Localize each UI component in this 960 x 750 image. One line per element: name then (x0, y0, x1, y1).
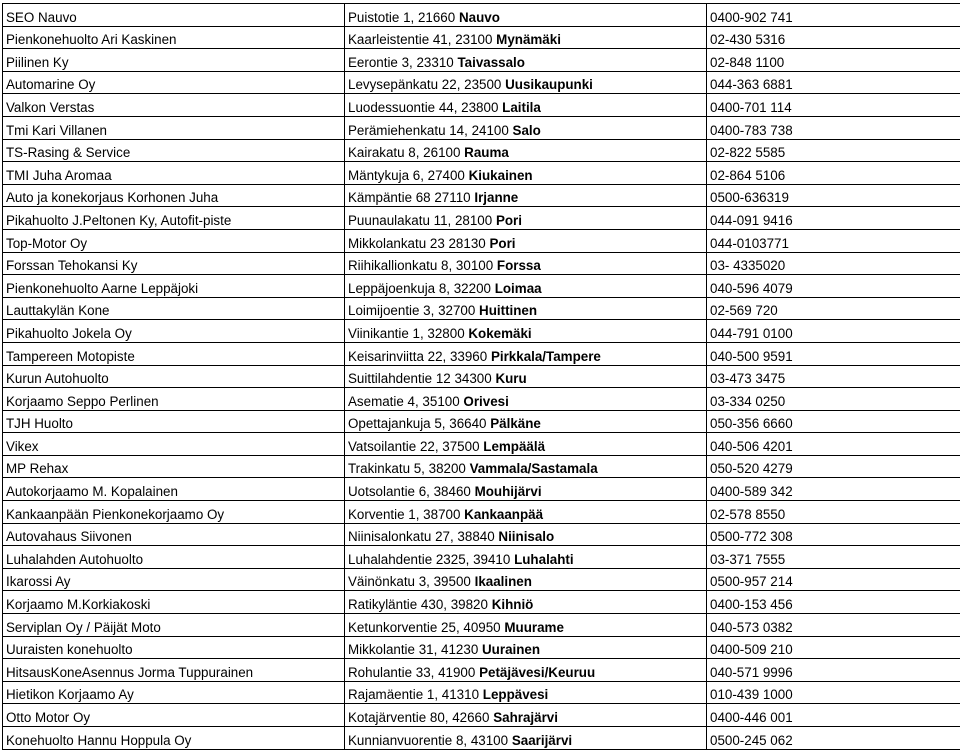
address-cell (345, 252, 707, 275)
phone-cell: 0400-509 210 (707, 636, 960, 659)
table-row (3, 275, 960, 298)
table-row (3, 727, 960, 750)
table-row (3, 229, 960, 252)
street-address: Loimijoentie 3, 32700 (348, 303, 475, 318)
phone-cell: 0400-701 114 (707, 94, 960, 117)
street-address: Kaarleistentie 41, 23100 (348, 32, 492, 47)
city-name: Loimaa (495, 281, 542, 296)
city-name: Kokemäki (468, 326, 531, 341)
street-address: Riihikallionkatu 8, 30100 (348, 258, 493, 273)
street-address: Kämpäntie 68 27110 (348, 190, 471, 205)
company-name-cell: Automarine Oy (3, 71, 345, 94)
address-cell (345, 659, 707, 682)
address-cell (345, 636, 707, 659)
city-name: Salo (513, 123, 541, 138)
company-name-cell: MP Rehax (3, 455, 345, 478)
company-name-cell: Pikahuolto J.Peltonen Ky, Autofit-piste (3, 207, 345, 230)
city-name: Petäjävesi/Keuruu (479, 665, 595, 680)
table-row (3, 207, 960, 230)
table-row (3, 704, 960, 727)
phone-cell: 0500-957 214 (707, 568, 960, 591)
street-address: Kunnianvuorentie 8, 43100 (348, 733, 508, 748)
city-name: Leppävesi (483, 687, 549, 702)
company-name-cell: SEO Nauvo (3, 4, 345, 27)
phone-cell: 02-864 5106 (707, 162, 960, 185)
street-address: Rohulantie 33, 41900 (348, 665, 475, 680)
city-name: Pirkkala/Tampere (491, 349, 601, 364)
table-row (3, 591, 960, 614)
company-name-cell: Autokorjaamo M. Kopalainen (3, 478, 345, 501)
table-row (3, 320, 960, 343)
address-cell (345, 26, 707, 49)
city-name: Uurainen (482, 642, 540, 657)
company-name-cell: Top-Motor Oy (3, 229, 345, 252)
phone-cell: 0400-589 342 (707, 478, 960, 501)
phone-cell: 03-371 7555 (707, 546, 960, 569)
street-address: Ketunkorventie 25, 40950 (348, 620, 501, 635)
company-name-cell: Kurun Autohuolto (3, 365, 345, 388)
phone-cell: 0400-153 456 (707, 591, 960, 614)
address-cell (345, 704, 707, 727)
table-row (3, 659, 960, 682)
address-cell (345, 139, 707, 162)
street-address: Rajamäentie 1, 41310 (348, 687, 479, 702)
address-cell (345, 4, 707, 27)
table-row (3, 614, 960, 637)
dealer-table-body (3, 4, 960, 750)
company-name-cell: Kankaanpään Pienkonekorjaamo Oy (3, 501, 345, 524)
company-name-cell: Pienkonehuolto Aarne Leppäjoki (3, 275, 345, 298)
address-cell (345, 478, 707, 501)
city-name: Uusikaupunki (505, 77, 593, 92)
company-name-cell: Serviplan Oy / Päijät Moto (3, 614, 345, 637)
street-address: Mäntykuja 6, 27400 (348, 168, 465, 183)
table-row (3, 4, 960, 27)
phone-cell: 02-578 8550 (707, 501, 960, 524)
street-address: Ratikyläntie 430, 39820 (348, 597, 488, 612)
street-address: Niinisalonkatu 27, 38840 (348, 529, 495, 544)
table-row (3, 681, 960, 704)
table-row (3, 568, 960, 591)
street-address: Kairakatu 8, 26100 (348, 145, 460, 160)
address-cell (345, 591, 707, 614)
address-cell (345, 681, 707, 704)
city-name: Forssa (497, 258, 541, 273)
city-name: Luhalahti (514, 552, 574, 567)
table-row (3, 433, 960, 456)
table-row (3, 636, 960, 659)
address-cell (345, 614, 707, 637)
table-row (3, 252, 960, 275)
city-name: Nauvo (459, 10, 500, 25)
street-address: Uotsolantie 6, 38460 (348, 484, 471, 499)
city-name: Mynämäki (496, 32, 561, 47)
address-cell (345, 207, 707, 230)
city-name: Lempäälä (483, 439, 545, 454)
street-address: Opettajankuja 5, 36640 (348, 416, 486, 431)
city-name: Vammala/Sastamala (470, 461, 598, 476)
street-address: Vatsoilantie 22, 37500 (348, 439, 480, 454)
address-cell (345, 229, 707, 252)
city-name: Mouhijärvi (475, 484, 542, 499)
company-name-cell: Tampereen Motopiste (3, 342, 345, 365)
address-cell (345, 297, 707, 320)
table-row (3, 546, 960, 569)
phone-cell: 044-363 6881 (707, 71, 960, 94)
phone-cell: 0400-902 741 (707, 4, 960, 27)
phone-cell: 0500-772 308 (707, 523, 960, 546)
company-name-cell: Otto Motor Oy (3, 704, 345, 727)
company-name-cell: Uuraisten konehuolto (3, 636, 345, 659)
city-name: Kihniö (492, 597, 534, 612)
address-cell (345, 455, 707, 478)
address-cell (345, 342, 707, 365)
street-address: Trakinkatu 5, 38200 (348, 461, 466, 476)
phone-cell: 040-573 0382 (707, 614, 960, 637)
city-name: Kuru (495, 371, 526, 386)
company-name-cell: Lauttakylän Kone (3, 297, 345, 320)
company-name-cell: Korjaamo M.Korkiakoski (3, 591, 345, 614)
phone-cell: 02-848 1100 (707, 49, 960, 72)
phone-cell: 010-439 1000 (707, 681, 960, 704)
address-cell (345, 275, 707, 298)
street-address: Levysepänkatu 22, 23500 (348, 77, 501, 92)
table-row (3, 365, 960, 388)
phone-cell: 03- 4335020 (707, 252, 960, 275)
city-name: Muurame (504, 620, 564, 635)
address-cell (345, 49, 707, 72)
table-row (3, 49, 960, 72)
phone-cell: 02-569 720 (707, 297, 960, 320)
table-row (3, 162, 960, 185)
street-address: Eerontie 3, 23310 (348, 55, 454, 70)
table-row (3, 478, 960, 501)
city-name: Saarijärvi (512, 733, 572, 748)
address-cell (345, 433, 707, 456)
table-row (3, 94, 960, 117)
company-name-cell: Piilinen Ky (3, 49, 345, 72)
phone-cell: 03-334 0250 (707, 388, 960, 411)
street-address: Asematie 4, 35100 (348, 394, 460, 409)
street-address: Perämiehenkatu 14, 24100 (348, 123, 509, 138)
city-name: Kiukainen (469, 168, 533, 183)
street-address: Mikkolankatu 23 28130 (348, 236, 486, 251)
company-name-cell: Luhalahden Autohuolto (3, 546, 345, 569)
phone-cell: 040-506 4201 (707, 433, 960, 456)
company-name-cell: Vikex (3, 433, 345, 456)
city-name: Ikaalinen (475, 574, 532, 589)
address-cell (345, 523, 707, 546)
address-cell (345, 388, 707, 411)
phone-cell: 040-571 9996 (707, 659, 960, 682)
address-cell (345, 501, 707, 524)
street-address: Luhalahdentie 2325, 39410 (348, 552, 510, 567)
company-name-cell: Pikahuolto Jokela Oy (3, 320, 345, 343)
city-name: Orivesi (463, 394, 508, 409)
table-row (3, 71, 960, 94)
city-name: Taivassalo (457, 55, 525, 70)
table-row (3, 388, 960, 411)
phone-cell: 050-520 4279 (707, 455, 960, 478)
company-name-cell: Valkon Verstas (3, 94, 345, 117)
address-cell (345, 320, 707, 343)
company-name-cell: Autovahaus Siivonen (3, 523, 345, 546)
street-address: Luodessuontie 44, 23800 (348, 100, 498, 115)
table-row (3, 342, 960, 365)
phone-cell: 02-822 5585 (707, 139, 960, 162)
address-cell (345, 94, 707, 117)
street-address: Suittilahdentie 12 34300 (348, 371, 492, 386)
company-name-cell: TMI Juha Aromaa (3, 162, 345, 185)
company-name-cell: Hietikon Korjaamo Ay (3, 681, 345, 704)
street-address: Puunaulakatu 11, 28100 (348, 213, 492, 228)
table-row (3, 139, 960, 162)
phone-cell: 044-791 0100 (707, 320, 960, 343)
table-row (3, 184, 960, 207)
company-name-cell: Tmi Kari Villanen (3, 116, 345, 139)
phone-cell: 040-596 4079 (707, 275, 960, 298)
address-cell (345, 410, 707, 433)
table-row (3, 501, 960, 524)
table-row (3, 455, 960, 478)
city-name: Kankaanpää (464, 507, 543, 522)
street-address: Mikkolantie 31, 41230 (348, 642, 478, 657)
city-name: Pälkäne (490, 416, 541, 431)
table-row (3, 297, 960, 320)
address-cell (345, 568, 707, 591)
table-row (3, 523, 960, 546)
phone-cell: 044-091 9416 (707, 207, 960, 230)
phone-cell: 0400-446 001 (707, 704, 960, 727)
city-name: Laitila (502, 100, 541, 115)
phone-cell: 03-473 3475 (707, 365, 960, 388)
street-address: Puistotie 1, 21660 (348, 10, 455, 25)
address-cell (345, 162, 707, 185)
street-address: Viinikantie 1, 32800 (348, 326, 465, 341)
phone-cell: 040-500 9591 (707, 342, 960, 365)
address-cell (345, 71, 707, 94)
city-name: Niinisalo (498, 529, 554, 544)
street-address: Keisarinviitta 22, 33960 (348, 349, 487, 364)
address-cell (345, 184, 707, 207)
street-address: Väinönkatu 3, 39500 (348, 574, 471, 589)
company-name-cell: TS-Rasing & Service (3, 139, 345, 162)
street-address: Kotajärventie 80, 42660 (348, 710, 489, 725)
company-name-cell: Pienkonehuolto Ari Kaskinen (3, 26, 345, 49)
city-name: Pori (496, 213, 522, 228)
phone-cell: 050-356 6660 (707, 410, 960, 433)
company-name-cell: Konehuolto Hannu Hoppula Oy (3, 727, 345, 750)
table-row (3, 26, 960, 49)
company-name-cell: HitsausKoneAsennus Jorma Tuppurainen (3, 659, 345, 682)
phone-cell: 0500-245 062 (707, 727, 960, 750)
city-name: Rauma (464, 145, 509, 160)
company-name-cell: Korjaamo Seppo Perlinen (3, 388, 345, 411)
table-row (3, 410, 960, 433)
address-cell (345, 116, 707, 139)
street-address: Leppäjoenkuja 8, 32200 (348, 281, 491, 296)
city-name: Huittinen (479, 303, 537, 318)
phone-cell: 0400-783 738 (707, 116, 960, 139)
phone-cell: 02-430 5316 (707, 26, 960, 49)
company-name-cell: Ikarossi Ay (3, 568, 345, 591)
city-name: Sahrajärvi (493, 710, 558, 725)
address-cell (345, 365, 707, 388)
phone-cell: 0500-636319 (707, 184, 960, 207)
company-name-cell: TJH Huolto (3, 410, 345, 433)
company-name-cell: Forssan Tehokansi Ky (3, 252, 345, 275)
address-cell (345, 727, 707, 750)
city-name: Irjanne (474, 190, 518, 205)
dealer-table (2, 3, 960, 750)
table-row (3, 116, 960, 139)
city-name: Pori (489, 236, 515, 251)
phone-cell: 044-0103771 (707, 229, 960, 252)
street-address: Korventie 1, 38700 (348, 507, 460, 522)
company-name-cell: Auto ja konekorjaus Korhonen Juha (3, 184, 345, 207)
address-cell (345, 546, 707, 569)
